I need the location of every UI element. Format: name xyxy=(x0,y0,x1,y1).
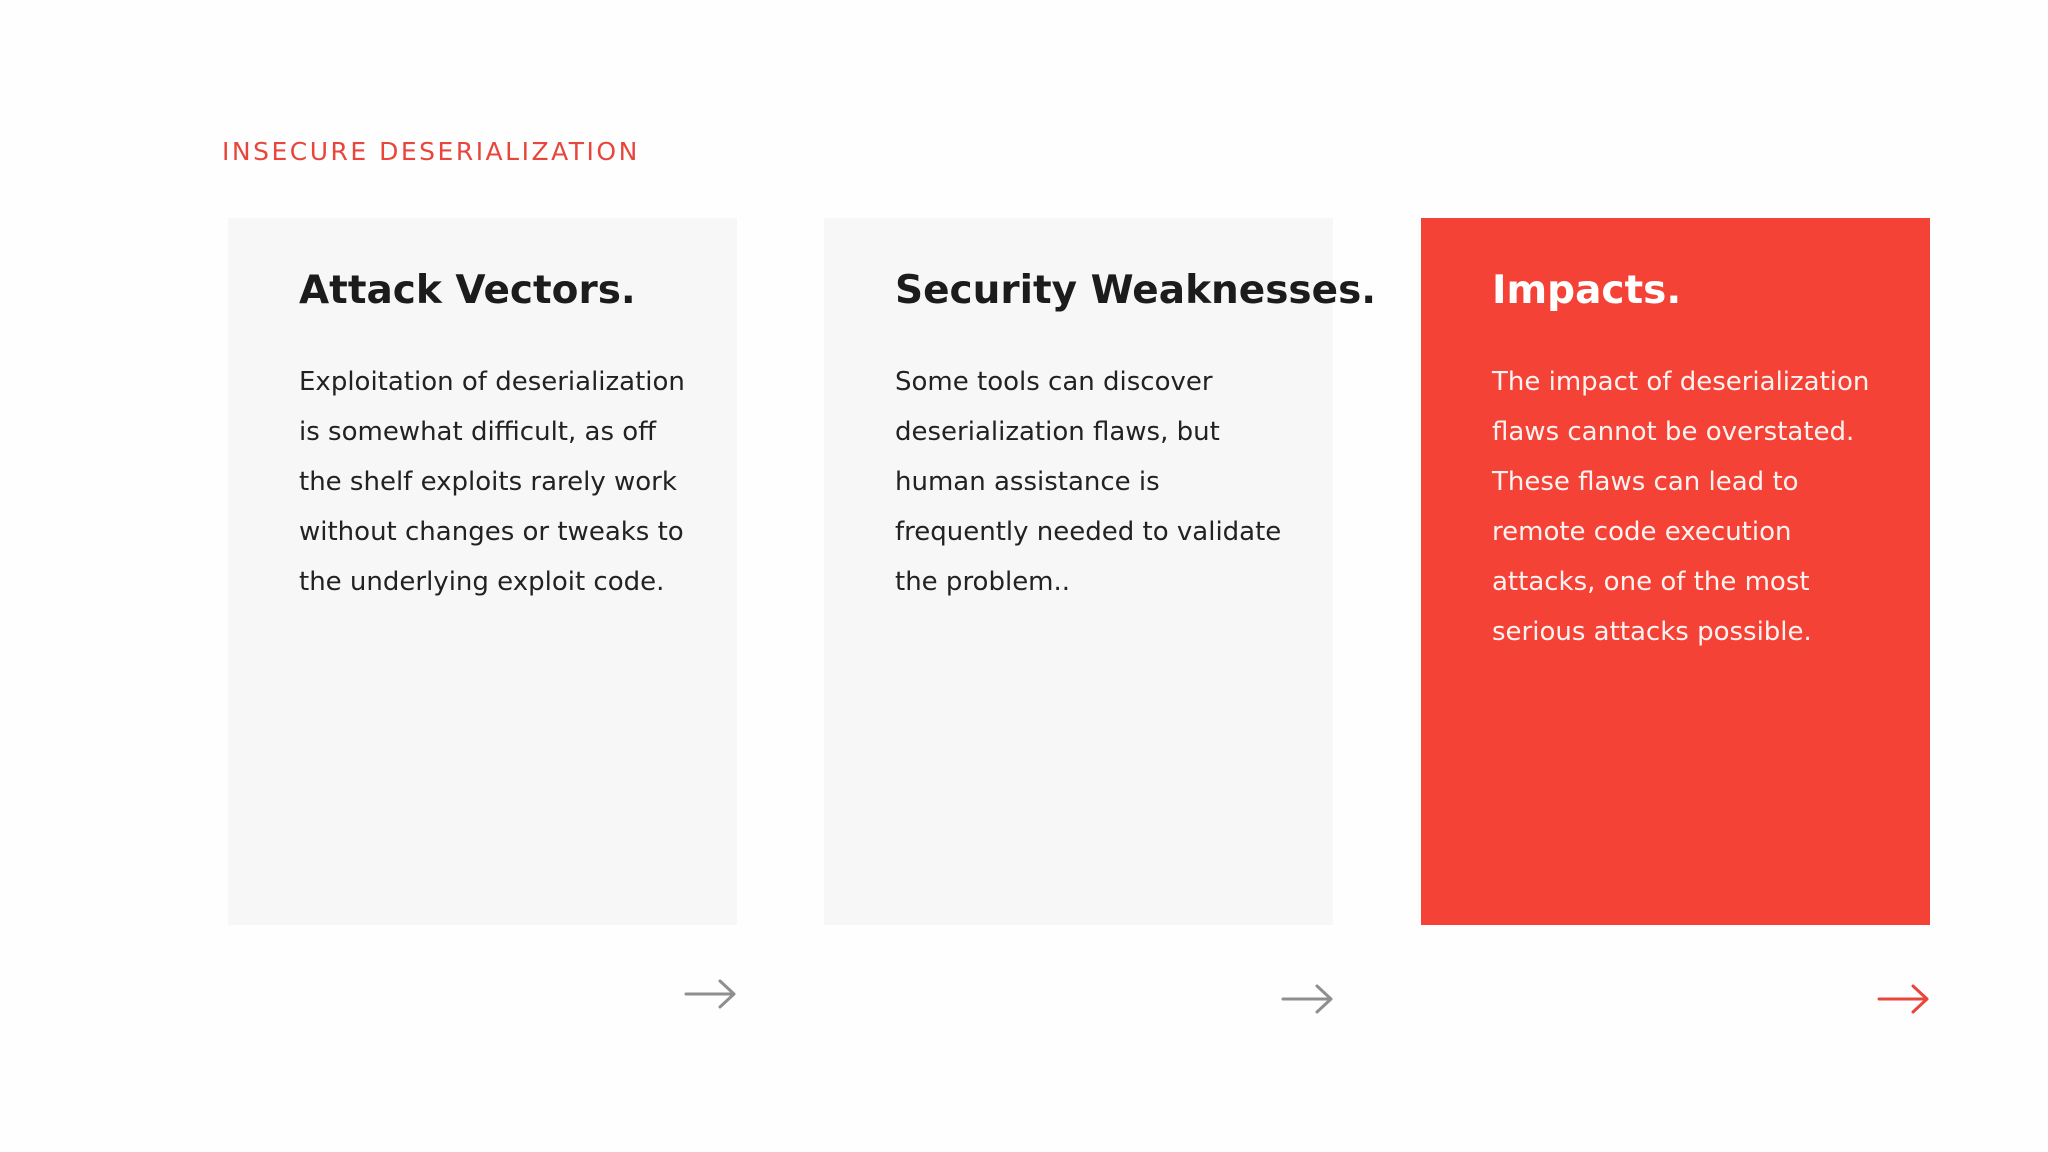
section-label: INSECURE DESERIALIZATION xyxy=(222,137,640,166)
arrow-right-icon[interactable] xyxy=(1877,982,1931,1016)
arrow-right-icon[interactable] xyxy=(1281,982,1335,1016)
card-title: Attack Vectors. xyxy=(299,268,636,313)
arrow-right-icon[interactable] xyxy=(684,977,738,1011)
card-title: Security Weaknesses. xyxy=(895,268,1377,313)
card-body: Some tools can discover deserialization flaws, but human assistance is frequently needed to validate the problem.. xyxy=(895,366,1282,597)
card-body: The impact of deserialization flaws cannot be overstated. These flaws can lead to remote code execution attacks, one of the most serious attacks possible. xyxy=(1492,366,1870,647)
card-title: Impacts. xyxy=(1492,268,1682,313)
card-body: Exploitation of deserialization is somewhat difficult, as off the shelf exploits rarely work without changes or tweaks to the underlying exploit code. xyxy=(299,366,685,597)
card-security-weaknesses xyxy=(824,218,1377,925)
card-attack-vectors xyxy=(228,218,737,925)
card-impacts xyxy=(1421,218,1930,925)
